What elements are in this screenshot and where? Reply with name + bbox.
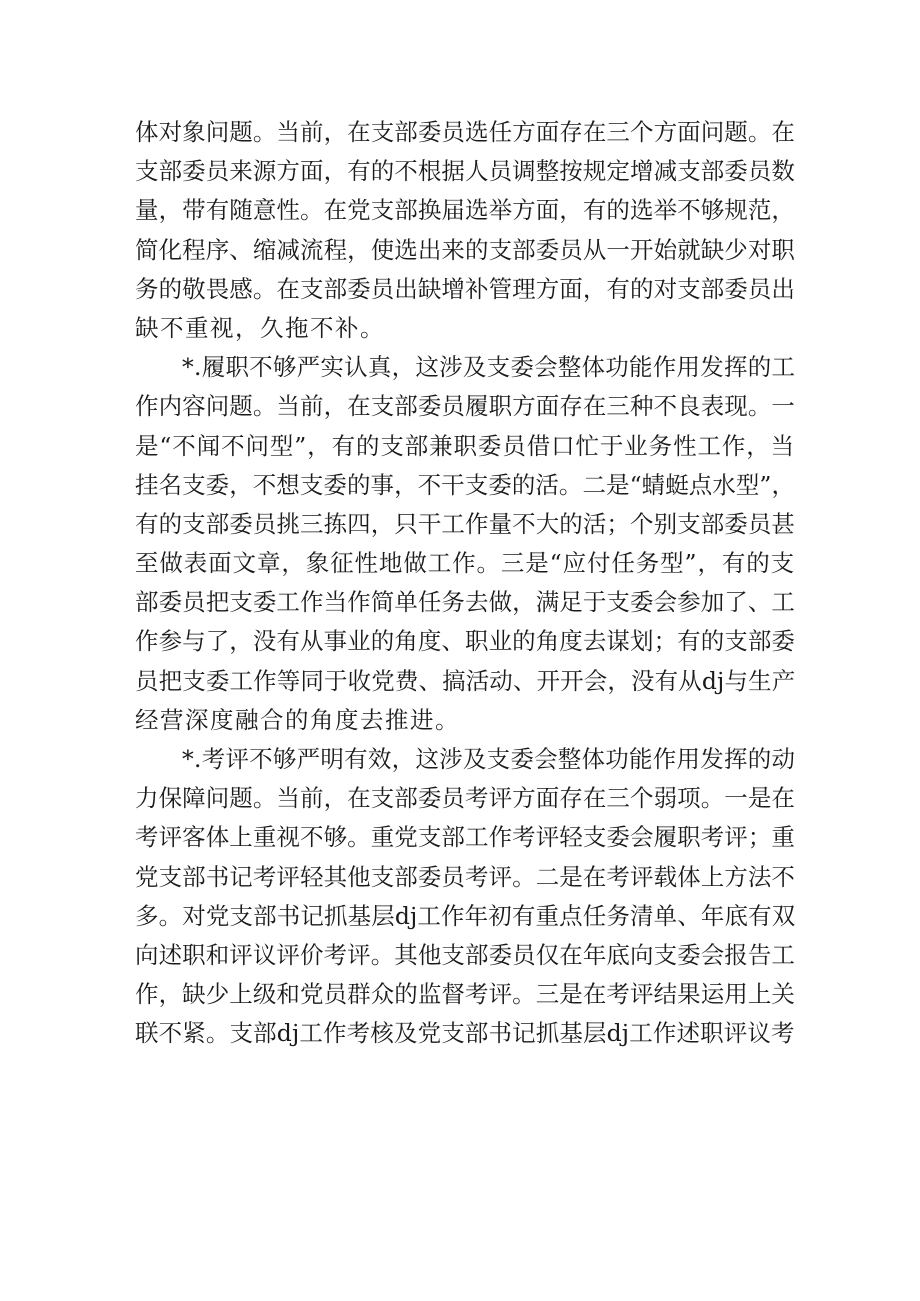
document-body xyxy=(135,113,795,1054)
text-line: 力保障问题。当前，在支部委员考评方面存在三个弱项。一是在 xyxy=(135,784,795,813)
text-line: 缺不重视，久拖不补。 xyxy=(135,313,385,342)
text-line: 作内容问题。当前，在支部委员履职方面存在三种不良表现。一 xyxy=(135,392,795,421)
text-line: 简化程序、缩减流程，使选出来的支部委员从一开始就缺少对职 xyxy=(135,235,795,264)
text-line: 作，缺少上级和党员群众的监督考评。三是在考评结果运用上关 xyxy=(135,980,795,1009)
text-line: 量，带有随意性。在党支部换届选举方面，有的选举不够规范， xyxy=(135,196,795,225)
text-line: 是“不闻不问型”，有的支部兼职委员借口忙于业务性工作，当 xyxy=(135,431,796,460)
text-line: 支部委员来源方面，有的不根据人员调整按规定增减支部委员数 xyxy=(135,157,795,186)
text-line: 党支部书记考评轻其他支部委员考评。二是在考评载体上方法不 xyxy=(135,862,795,891)
text-line: 员把支委工作等同于收党费、搞活动、开开会，没有从dj与生产 xyxy=(135,666,796,695)
text-line: 向述职和评议评价考评。其他支部委员仅在年底向支委会报告工 xyxy=(135,940,795,969)
text-line: 作参与了，没有从事业的角度、职业的角度去谋划；有的支部委 xyxy=(135,627,795,656)
text-line: 体对象问题。当前，在支部委员选任方面存在三个方面问题。在 xyxy=(135,118,795,146)
paragraph-first-line: *.履职不够严实认真，这涉及支委会整体功能作用发挥的工 xyxy=(182,353,796,382)
text-line: 挂名支委，不想支委的事，不干支委的活。二是“蜻蜓点水型”， xyxy=(135,470,796,499)
text-line: 务的敬畏感。在支部委员出缺增补管理方面，有的对支部委员出 xyxy=(135,274,795,303)
text-line: 经营深度融合的角度去推进。 xyxy=(135,705,460,734)
text-line: 有的支部委员挑三拣四，只干工作量不大的活；个别支部委员甚 xyxy=(135,509,795,538)
text-line: 考评客体上重视不够。重党支部工作考评轻支委会履职考评；重 xyxy=(135,823,795,852)
paragraph-first-line: *.考评不够严明有效，这涉及支委会整体功能作用发挥的动 xyxy=(182,745,796,773)
text-line: 联不紧。支部dj工作考核及党支部书记抓基层dj工作述职评议考 xyxy=(135,1019,795,1048)
text-line: 部委员把支委工作当作简单任务去做，满足于支委会参加了、工 xyxy=(135,588,795,617)
text-line: 至做表面文章，象征性地做工作。三是“应付任务型”，有的支 xyxy=(135,549,796,578)
text-line: 多。对党支部书记抓基层dj工作年初有重点任务清单、年底有双 xyxy=(135,901,796,930)
